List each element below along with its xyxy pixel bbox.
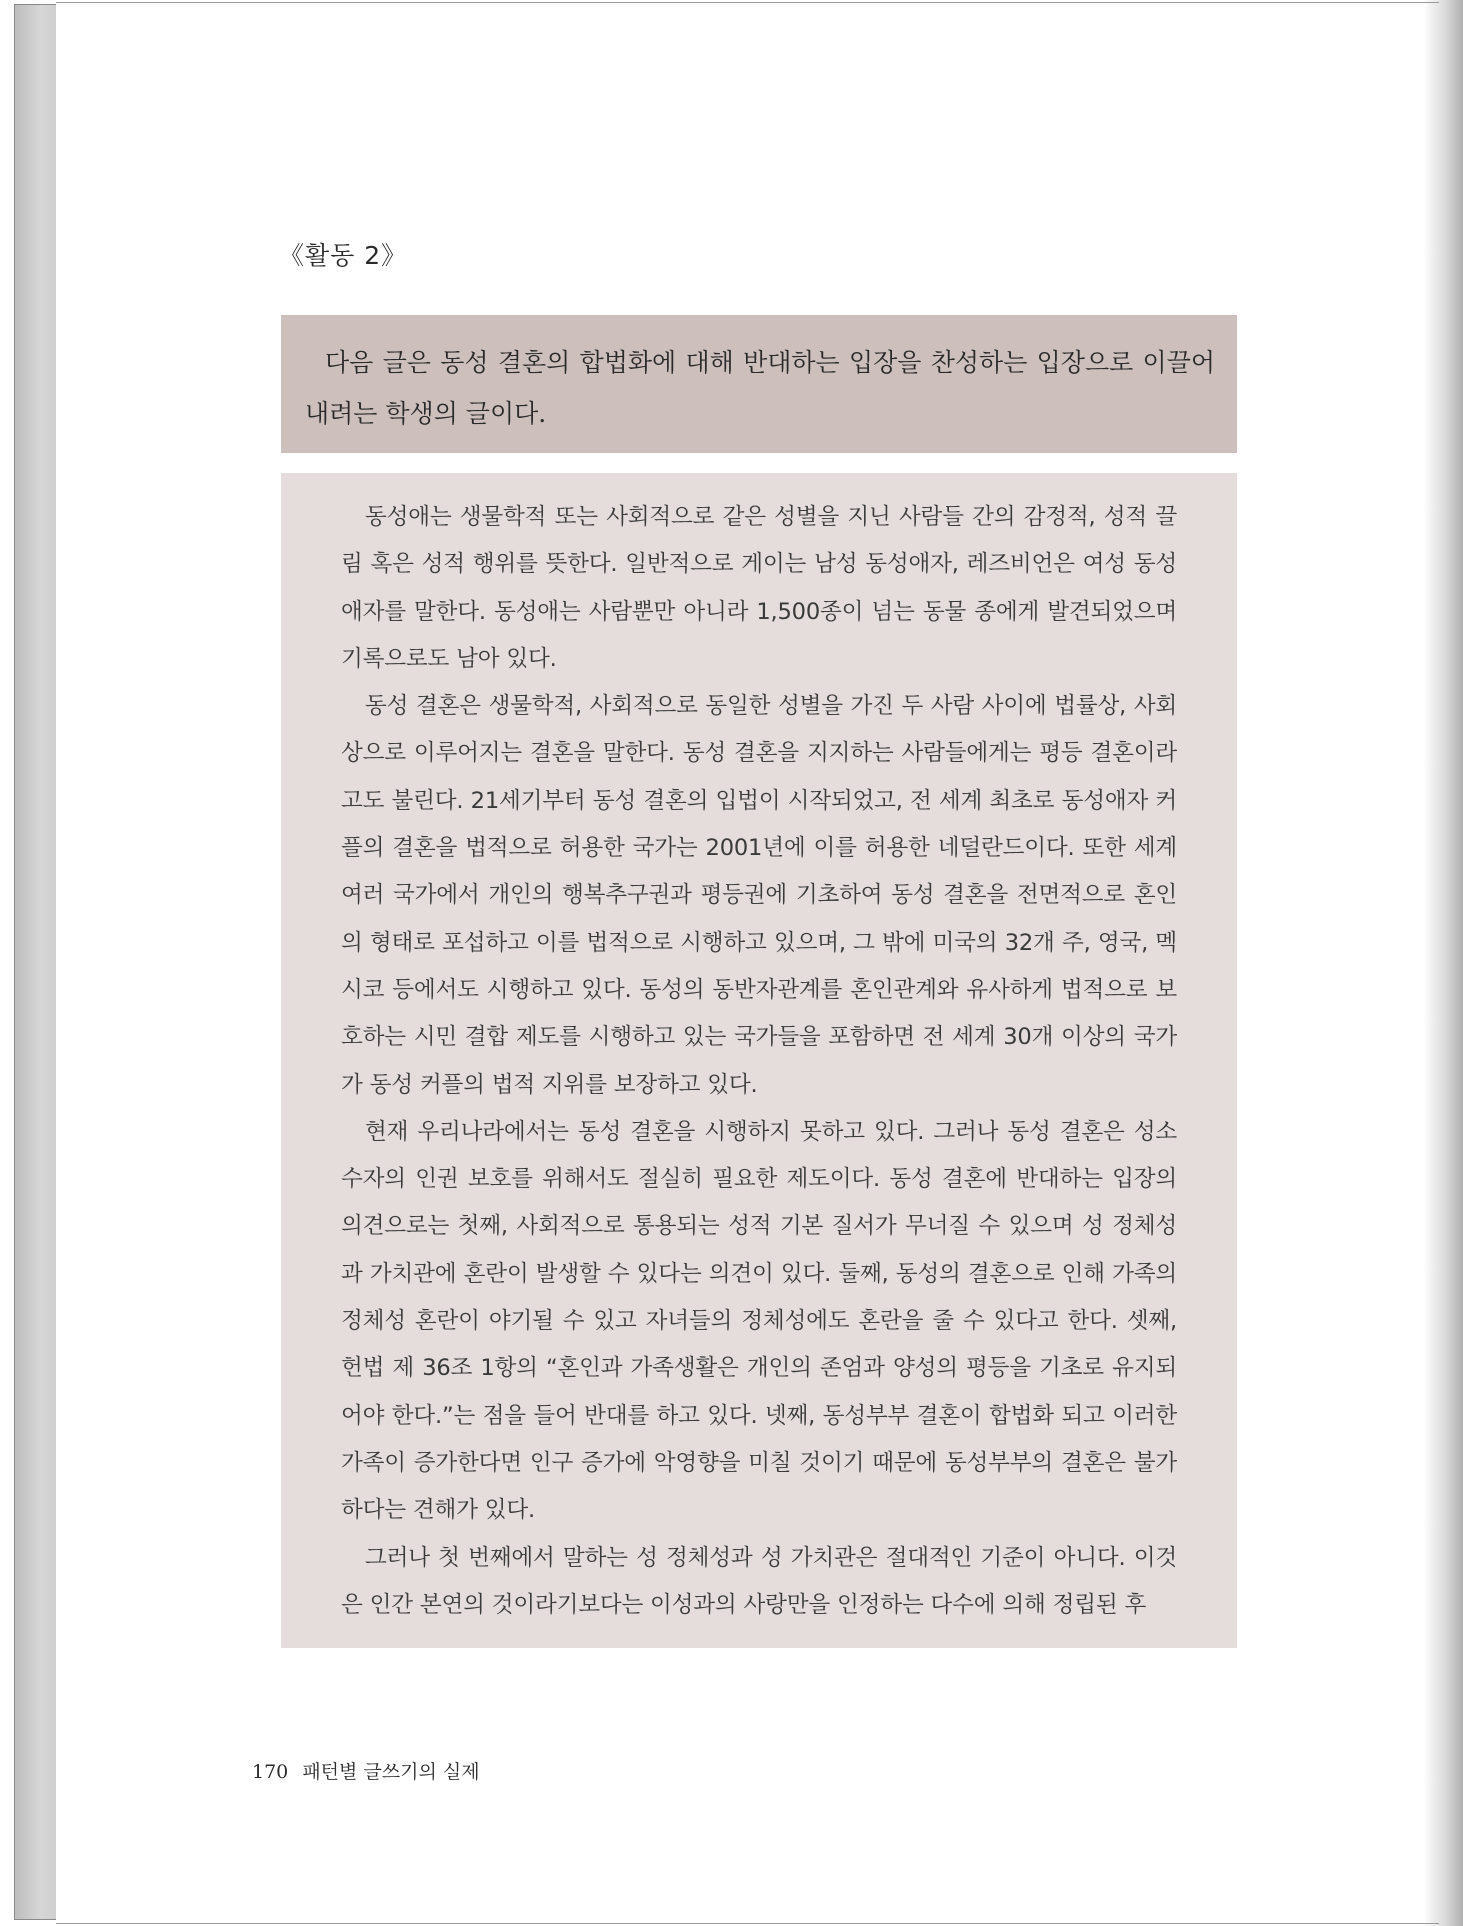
- activity-title: 《활동 2》: [279, 241, 408, 270]
- passage-paragraph: 동성 결혼은 생물학적, 사회적으로 동일한 성별을 가진 두 사람 사이에 법률상, 사회상으로 이루어지는 결혼을 말한다. 동성 결혼을 지지하는 사람들에게는 평등 결혼이라고도 불린다. 21세기부터 동성 결혼의 입법이 시작되었고, 전 세계 최초로 동성애자 커플의 결혼을 법적으로 허용한 국가는 2001년에 이를 허용한 네덜란드이다. 또한 세계 여러 국가에서 개인의 행복추구권과 평등권에 기초하여 동성 결혼을 전면적으로 혼인의 형태로 포섭하고 이를 법적으로 시행하고 있으며, 그 밖에 미국의 32개 주, 영국, 멕시코 등에서도 시행하고 있다. 동성의 동반자관계를 혼인관계와 유사하게 법적으로 보호하는 시민 결합 제도를 시행하고 있는 국가들을 포함하면 전 세계 30개 이상의 국가가 동성 커플의 법적 지위를 보장하고 있다.: [341, 693, 1177, 1098]
- prompt-text: 다음 글은 동성 결혼의 합법화에 대해 반대하는 입장을 찬성하는 입장으로 이끌어 내려는 학생의 글이다.: [305, 348, 1215, 428]
- passage-paragraph: 그러나 첫 번째에서 말하는 성 정체성과 성 가치관은 절대적인 기준이 아니다. 이것은 인간 본연의 것이라기보다는 이성과의 사랑만을 인정하는 다수에 의해 정립된 후: [341, 1544, 1177, 1618]
- passage-paragraph: 현재 우리나라에서는 동성 결혼을 시행하지 못하고 있다. 그러나 동성 결혼은 성소수자의 인권 보호를 위해서도 절실히 필요한 제도이다. 동성 결혼에 반대하는 입장의 의견으로는 첫째, 사회적으로 통용되는 성적 기본 질서가 무너질 수 있으며 성 정체성과 가치관에 혼란이 발생할 수 있다는 의견이 있다. 둘째, 동성의 결혼으로 인해 가족의 정체성 혼란이 야기될 수 있고 자녀들의 정체성에도 혼란을 줄 수 있다고 한다. 셋째, 헌법 제 36조 1항의 “혼인과 가족생활은 개인의 존엄과 양성의 평등을 기초로 유지되어야 한다.”는 점을 들어 반대를 하고 있다. 넷째, 동성부부 결혼이 합법화 되고 이러한 가족이 증가한다면 인구 증가에 악영향을 미칠 것이기 때문에 동성부부의 결혼은 불가하다는 견해가 있다.: [341, 1118, 1177, 1524]
- book-spine: [14, 4, 58, 1920]
- prompt-box: [281, 315, 1237, 453]
- page-edge-shadow: [1423, 0, 1463, 1926]
- passage-paragraph: 동성애는 생물학적 또는 사회적으로 같은 성별을 지닌 사람들 간의 감정적, 성적 끌림 혹은 성적 행위를 뜻한다. 일반적으로 게이는 남성 동성애자, 레즈비언은 여성 동성애자를 말한다. 동성애는 사람뿐만 아니라 1,500종이 넘는 동물 종에게 발견되었으며 기록으로도 남아 있다.: [341, 504, 1177, 672]
- page-footer: [252, 1757, 480, 1784]
- page-number: 170: [252, 1761, 289, 1783]
- passage-box: [281, 473, 1237, 1648]
- book-title: 패턴별 글쓰기의 실제: [302, 1761, 480, 1783]
